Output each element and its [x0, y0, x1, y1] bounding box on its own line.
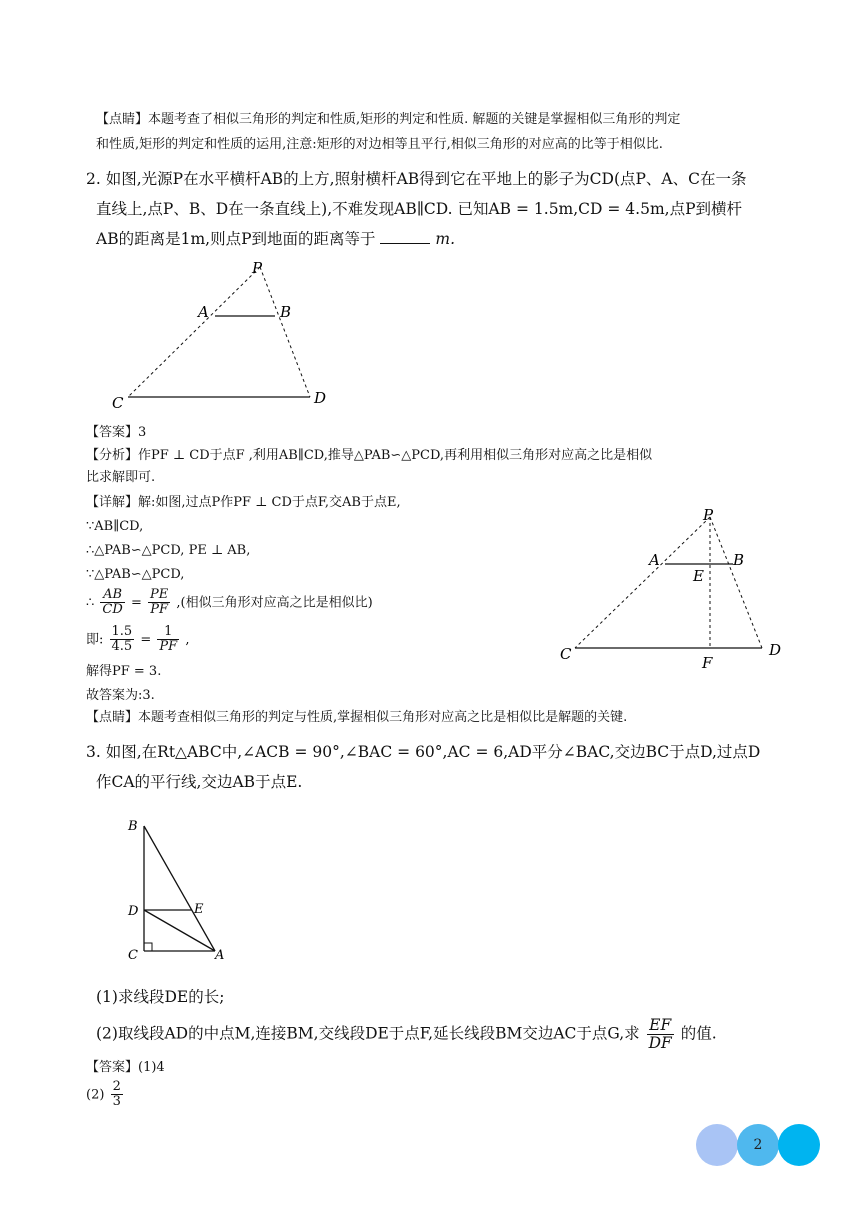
- answer-blank: [380, 229, 430, 244]
- fraction-numerator: 1: [157, 625, 179, 640]
- fraction-numerator: EF: [647, 1017, 674, 1035]
- note-1-line-1: 【点睛】本题考查了相似三角形的判定和性质,矩形的判定和性质. 解题的关键是掌握相似三角形的判定: [96, 112, 681, 127]
- equals-sign: =: [130, 595, 142, 611]
- q2-line-3-text: AB的距离是1m,则点P到地面的距离等于: [96, 230, 376, 248]
- q2-detail-line-8: 故答案为:3.: [86, 688, 155, 703]
- namely-label: 即:: [86, 632, 104, 648]
- fraction-denominator: PF: [159, 639, 178, 655]
- q3-answer-2: [86, 1080, 125, 1110]
- fig3-label-b: B: [128, 819, 138, 834]
- q3-answer-1: 【答案】(1)4: [86, 1060, 165, 1075]
- detail-comment: ,(相似三角形对应高之比是相似比): [176, 595, 373, 611]
- q2-line-1: 2. 如图,光源P在水平横杆AB的上方,照射横杆AB得到它在平地上的影子为CD(点P、A、C在一条: [86, 170, 747, 188]
- fraction-ab-cd: [100, 588, 124, 618]
- q2-note: 【点睛】本题考查相似三角形的判定与性质,掌握相似三角形对应高之比是相似比是解题的关键.: [86, 710, 628, 725]
- fig1-label-c: C: [112, 394, 124, 412]
- q2-detail-line-3: ∴△PAB∽△PCD, PE ⊥ AB,: [86, 543, 251, 558]
- q2-detail-line-6: [86, 625, 189, 655]
- fig2-label-p: P: [703, 506, 714, 524]
- q2-detail-line-1: 【详解】解:如图,过点P作PF ⊥ CD于点F,交AB于点E,: [86, 495, 401, 510]
- q2-answer: 【答案】3: [86, 425, 147, 440]
- fraction-numerator: 1.5: [111, 624, 133, 639]
- fig3-segment-ba: [144, 826, 215, 951]
- q3-answer-2-label: (2): [86, 1087, 105, 1103]
- fraction-numerator: 2: [112, 1079, 121, 1094]
- fig3-right-angle-mark: [144, 943, 152, 951]
- fig1-label-a: A: [198, 303, 209, 321]
- comma: ,: [185, 632, 190, 648]
- fraction-2-3: [111, 1080, 123, 1110]
- fraction-numerator: PE: [149, 587, 169, 602]
- q3-line-1: 3. 如图,在Rt△ABC中,∠ACB = 90°,∠BAC = 60°,AC = 6,AD平分∠BAC,交边BC于点D,过点D: [86, 743, 761, 761]
- q2-line-2: 直线上,点P、B、D在一条直线上),不难发现AB∥CD. 已知AB = 1.5m,CD = 4.5m,点P到横杆: [96, 200, 743, 218]
- fraction-denominator: 3: [112, 1094, 121, 1110]
- q2-analysis-line-2: 比求解即可.: [86, 470, 156, 485]
- fig1-segment-pc: [128, 267, 260, 397]
- q2-unit: m.: [435, 230, 456, 248]
- q3-part-2: [96, 1017, 717, 1052]
- fig2-label-c: C: [560, 645, 572, 663]
- decorative-bubble-3: [778, 1124, 820, 1166]
- fig1-segment-pd: [260, 267, 310, 397]
- fraction-denominator: DF: [648, 1034, 672, 1053]
- fig3-label-e: E: [194, 902, 204, 917]
- equals-sign: =: [140, 632, 152, 648]
- fig1-label-b: B: [280, 303, 292, 321]
- fig2-label-e: E: [693, 567, 704, 585]
- therefore-sign: ∴: [86, 595, 95, 611]
- fig2-label-f: F: [702, 654, 713, 672]
- q3-part-2-text: (2)取线段AD的中点M,连接BM,交线段DE于点F,延长线段BM交边AC于点G,求: [96, 1024, 640, 1043]
- page-number-badge: [696, 1124, 820, 1168]
- fig2-label-d: D: [769, 641, 782, 659]
- fig3-segment-da: [144, 910, 215, 951]
- fig2-label-b: B: [733, 551, 745, 569]
- decorative-bubble-1: [696, 1124, 738, 1166]
- fraction-numerator: AB: [100, 588, 124, 603]
- figure-3: [118, 812, 248, 972]
- fig3-label-d: D: [128, 904, 139, 919]
- fig3-label-a: A: [215, 948, 225, 963]
- fraction-denominator: 4.5: [111, 639, 133, 655]
- fig2-segment-pd: [710, 517, 762, 648]
- fraction-denominator: CD: [102, 602, 123, 618]
- q2-detail-line-4: ∵△PAB∽△PCD,: [86, 567, 185, 582]
- q2-detail-line-5: [86, 588, 373, 618]
- note-1-line-2: 和性质,矩形的判定和性质的运用,注意:矩形的对边相等且平行,相似三角形的对应高的比等于相似比.: [96, 137, 663, 152]
- fraction-pe-pf: [148, 588, 170, 618]
- fraction-ef-df: [647, 1017, 674, 1052]
- q2-line-3: [96, 229, 455, 249]
- q3-line-2: 作CA的平行线,交边AB于点E.: [96, 773, 303, 791]
- q3-part-1: (1)求线段DE的长;: [96, 988, 225, 1006]
- page-number: 2: [753, 1137, 763, 1153]
- q2-analysis-line-1: 【分析】作PF ⊥ CD于点F ,利用AB∥CD,推导△PAB∽△PCD,再利用相似三角形对应高之比是相似: [86, 448, 653, 463]
- figure-1: [100, 255, 360, 415]
- q2-detail-line-7: 解得PF = 3.: [86, 664, 162, 679]
- fig1-label-d: D: [314, 389, 327, 407]
- fraction-1p5-4p5: [110, 625, 135, 655]
- fig2-label-a: A: [649, 551, 660, 569]
- fig1-label-p: P: [252, 259, 263, 277]
- figure-2: [555, 505, 795, 675]
- fig3-label-c: C: [128, 948, 138, 963]
- fraction-denominator: PF: [150, 602, 168, 618]
- q2-detail-line-2: ∵AB∥CD,: [86, 519, 144, 534]
- fig2-segment-pc: [575, 517, 710, 648]
- q3-part-2-suffix: 的值.: [680, 1024, 717, 1043]
- fraction-1-pf: [157, 625, 179, 655]
